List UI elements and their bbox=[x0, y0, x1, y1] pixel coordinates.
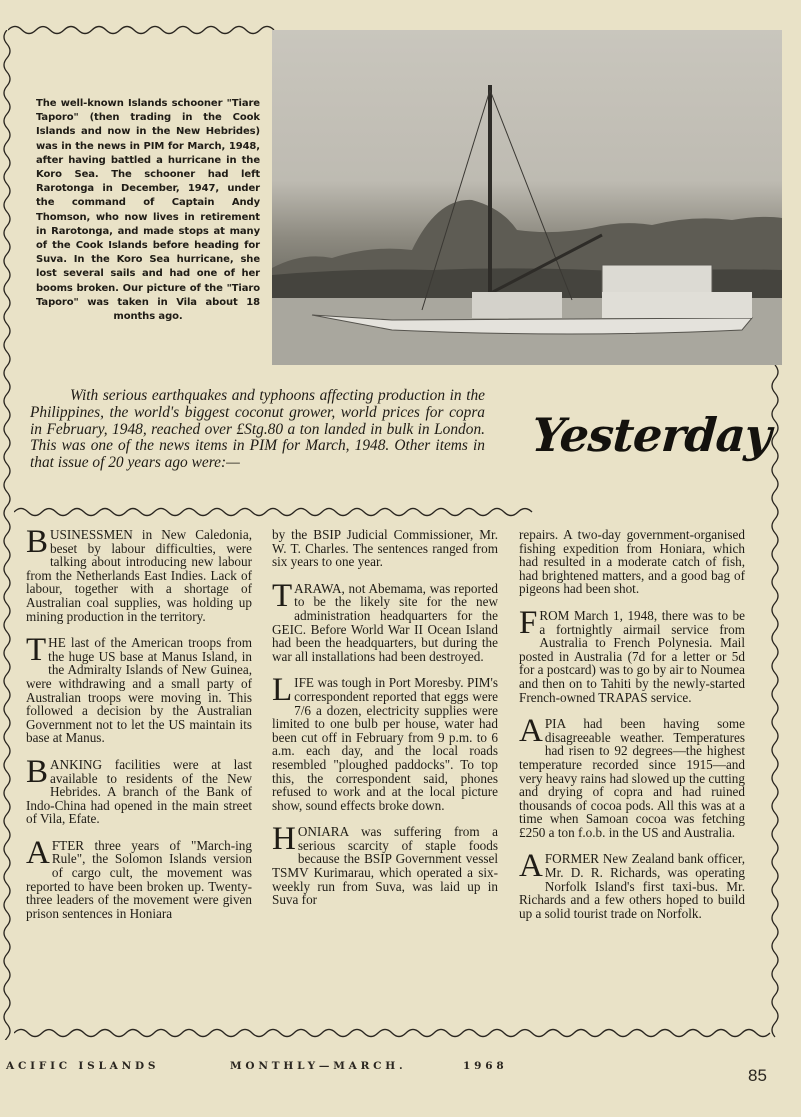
paragraph-text: FTER three years of "March-ing Rule", the Solomon Islands version of cargo cult, the movement was reported to have been broken up. Twenty-three leaders of the movement were given prison sentences in Honiara bbox=[26, 837, 252, 921]
column-1 bbox=[26, 524, 252, 933]
drop-cap: T bbox=[272, 577, 293, 614]
paragraph-text: repairs. A two-day government-organised fishing expedition from Honiara, which had resulted in a moderate catch of fish, had brightened matters, and a good bag of pigeons had been shot. bbox=[519, 527, 745, 597]
column-3 bbox=[519, 528, 745, 933]
drop-cap: A bbox=[519, 848, 543, 885]
paragraph-text: FORMER New Zealand bank officer, Mr. D. R. Richards, was operating Norfolk Island's first taxi-bus. Mr. Richards and a few others hoped to build up a solid tourist trade on Norfolk. bbox=[519, 851, 745, 921]
paragraph-text: ANKING facilities were at last available to residents of the New Hebrides. A branch of the Bank of Indo-China had opened in the main street of Vila, Efate. bbox=[26, 756, 252, 827]
paragraph-text: ARAWA, not Abemama, was reported to be the likely site for the new administration headquarters for the GEIC. Before World War II Ocean Island had been the headquarters, but during the war all installations had been destroyed. bbox=[272, 580, 498, 664]
footer-issue: MONTHLY—MARCH. bbox=[230, 1060, 407, 1072]
footer-magazine-name: ACIFIC ISLANDS bbox=[6, 1060, 160, 1072]
paragraph-text: by the BSIP Judicial Commissioner, Mr. W. T. Charles. The sentences ranged from six years to one year. bbox=[272, 527, 498, 570]
drop-cap: B bbox=[26, 524, 49, 560]
article-paragraph bbox=[519, 713, 745, 840]
photo-caption: The well-known Islands schooner "Tiare Taporo" (then trading in the Cook Islands and now in the New Hebrides) was in the news in PIM for March, 1948, after having battled a hurricane in the Koro Sea. The schooner had left Rarotonga in December, 1947, under the command of Captain Andy Thomson, who now lives in retirement in Rarotonga, and made stops at many of the Cook Islands before heading for Suva. In the Koro Sea hurricane, she lost several sails and had one of her booms broken. Our picture of the "Tiaro Taporo" was taken in Vila about 18 months ago. bbox=[36, 98, 260, 323]
article-paragraph bbox=[272, 672, 498, 813]
article-paragraph bbox=[272, 577, 498, 664]
footer-year: 1968 bbox=[463, 1060, 508, 1072]
drop-cap: T bbox=[26, 632, 47, 669]
paragraph-text: HE last of the American troops from the huge US base at Manus Island, in the Admiralty Islands of New Guinea, were withdrawing and a small party of Australian troops were moving in. This followed a decision by the Australian Government not to let the US maintain its base at Manus. bbox=[26, 635, 252, 746]
intro-wave-border bbox=[14, 505, 534, 519]
article-paragraph bbox=[26, 834, 252, 921]
drop-cap: B bbox=[26, 753, 49, 790]
paragraph-text: PIA had been having some disagreeable weather. Temperatures had risen to 92 degrees—the highest temperature recorded since 1915—and very heavy rains had slowed up the cutting and drying of copra and had ruined thousands of cocoa pods. All this was at a time when Samoan cocoa was fetching £250 a ton f.o.b. in the US and Australia. bbox=[519, 716, 745, 840]
article-paragraph bbox=[519, 604, 745, 705]
right-wave-border bbox=[768, 365, 782, 1045]
drop-cap: A bbox=[26, 834, 50, 871]
paragraph-text: ROM March 1, 1948, there was to be a fortnightly airmail service from Australia to French Polynesia. Mail posted in Australia (7d for a letter or 5d for a postcard) was to go by air to Noumea and then on to Tahiti by the newly-started French-owned TRAPAS service. bbox=[519, 607, 745, 705]
article-paragraph bbox=[519, 848, 745, 921]
schooner-photo bbox=[272, 30, 782, 365]
drop-cap: F bbox=[519, 604, 538, 641]
page-title: Yesterday bbox=[530, 408, 773, 462]
article-paragraph bbox=[519, 528, 745, 596]
top-wave-border bbox=[8, 22, 280, 36]
article-paragraph bbox=[272, 528, 498, 569]
article-paragraph bbox=[26, 632, 252, 746]
paragraph-text: USINESSMEN in New Caledonia, beset by labour difficulties, were talking about introducing new labour from the Netherlands East Indies. Lack of labour, together with a shortage of Australian coal supplies, was holding up mining production in the territory. bbox=[26, 527, 252, 624]
left-wave-border bbox=[0, 30, 14, 1040]
intro-paragraph: With serious earthquakes and typhoons affecting production in the Philippines, the world's biggest coconut grower, world prices for copra in February, 1948, reached over £Stg.80 a ton landed in bulk in London. This was one of the news items in PIM for March, 1948. Other items in that issue of 20 years ago were:— bbox=[30, 387, 485, 472]
paragraph-text: ONIARA was suffering from a serious scarcity of staple foods because the BSIP Government vessel TSMV Kurimarau, which operated a six-weekly run from Suva, was laid up in Suva for bbox=[272, 824, 498, 908]
drop-cap: H bbox=[272, 821, 296, 858]
article-paragraph bbox=[26, 524, 252, 624]
article-paragraph bbox=[26, 753, 252, 827]
column-2 bbox=[272, 528, 498, 920]
drop-cap: A bbox=[519, 713, 543, 750]
page-number: 85 bbox=[748, 1066, 767, 1085]
article-paragraph bbox=[272, 821, 498, 908]
drop-cap: L bbox=[272, 672, 293, 709]
paragraph-text: IFE was tough in Port Moresby. PIM's correspondent reported that eggs were 7/6 a dozen, electricity supplies were limited to one bulb per house, water had been cut off in February from 9 p.m. to 6 a.m. each day, and the local roads resembled "ploughed paddocks". To top this, the correspondent said, phones refused to work and at the local picture show, sound effects broke down. bbox=[272, 675, 498, 813]
bottom-wave-border bbox=[14, 1025, 779, 1041]
